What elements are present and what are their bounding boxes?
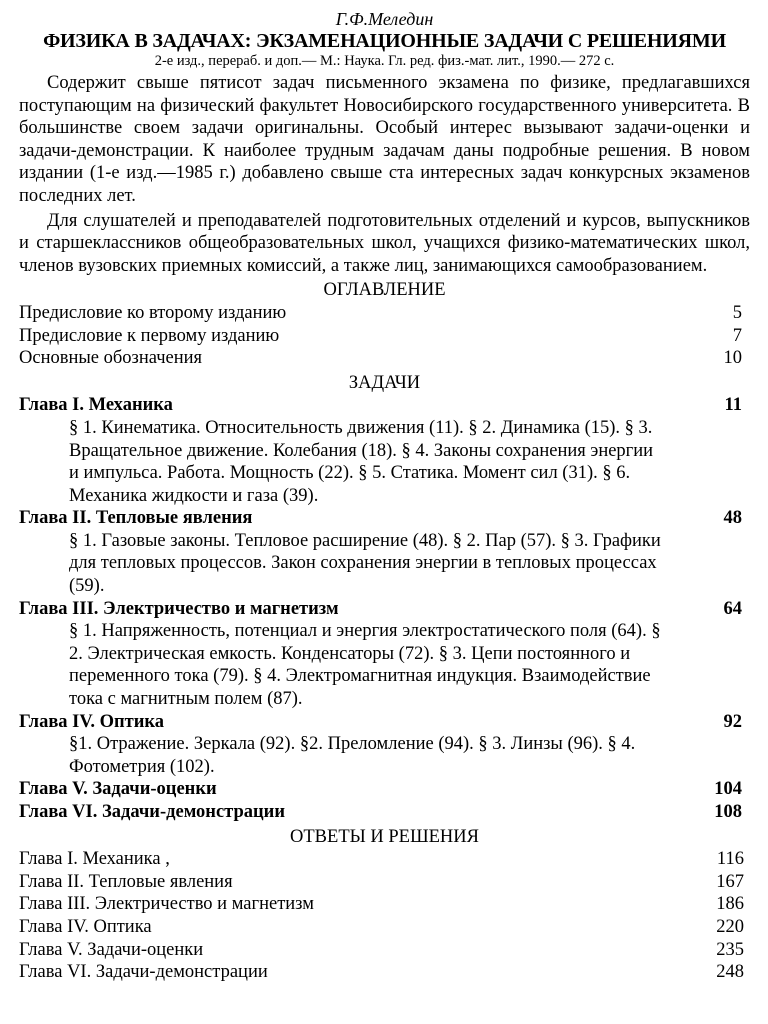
toc-answer-label: Глава I. Механика ,	[19, 849, 170, 870]
toc-chapter-label: Глава VI. Задачи-демонстрации	[19, 802, 286, 822]
edition-info: 2-е изд., перераб. и доп.— М.: Наука. Гл. ред. физ.-мат. лит., 1990.— 272 с.	[154, 53, 615, 69]
toc-chapter-page: 11	[724, 395, 742, 416]
toc-answer-page: 220	[716, 916, 744, 937]
abstract-paragraph-2: Для слушателей и преподавателей подготовительных отделений и курсов, выпускников и старшеклассников общеобразовательных школ, учащихся физико-математических школ, членов вузовских приемных комиссий, а также лиц, занимающихся самообразованием.	[19, 210, 750, 276]
toc-chapter-page: 48	[723, 508, 742, 529]
toc-chapter-label: Глава V. Задачи-оценки	[19, 779, 217, 800]
toc-entry-label: Предисловие ко второму изданию	[19, 302, 287, 323]
toc-front-row	[19, 347, 750, 370]
toc-answer-label: Глава V. Задачи-оценки	[19, 939, 204, 960]
toc-chapter-page: 104	[714, 779, 742, 800]
toc-answer-row	[19, 939, 750, 962]
toc-chapter-row	[19, 711, 750, 734]
toc-answer-row	[19, 871, 750, 894]
toc-answer-page: 248	[716, 962, 744, 983]
toc-answer-page: 186	[716, 894, 744, 915]
toc-answer-row	[19, 916, 750, 939]
toc-answer-label: Глава II. Тепловые явления	[19, 871, 233, 892]
book-title: ФИЗИКА В ЗАДАЧАХ: ЭКЗАМЕНАЦИОННЫЕ ЗАДАЧИ С РЕШЕНИЯМИ	[43, 30, 726, 52]
toc-chapter-sections: §1. Отражение. Зеркала (92). §2. Преломление (94). § 3. Линзы (96). § 4. Фотометрия (102).	[69, 734, 636, 777]
toc-chapter-sections: § 1. Газовые законы. Тепловое расширение (48). § 2. Пар (57). § 3. Графики для тепловых процессов. Закон сохранения энергии в тепловых процессах (59).	[69, 530, 661, 597]
toc-chapter-row	[19, 778, 750, 801]
toc-chapter-row	[19, 801, 750, 824]
toc-chapter-page: 64	[723, 598, 742, 619]
toc-answer-page: 116	[716, 849, 744, 870]
toc-chapter-label: Глава I. Механика	[19, 395, 173, 416]
toc-answer-page: 235	[716, 939, 744, 960]
toc-chapter-label: Глава II. Тепловые явления	[19, 508, 253, 529]
toc-chapter-page: 92	[723, 711, 742, 732]
toc-chapter-row	[19, 394, 750, 417]
toc-chapter-sections: § 1. Напряженность, потенциал и энергия электростатического поля (64). § 2. Электрическая емкость. Конденсаторы (72). § 3. Цепи постоянного и переменного тока (79). § 4. Электромагнитная индукция. Взаимодействие тока с магнитным полем (87).	[69, 621, 661, 710]
toc-answer-row	[19, 848, 750, 871]
toc-heading: ОГЛАВЛЕНИЕ	[323, 280, 446, 301]
author-name: Г.Ф.Меледин	[335, 9, 434, 29]
toc-answer-row	[19, 961, 750, 984]
toc-chapter-row	[19, 507, 750, 530]
toc-chapter-label: Глава IV. Оптика	[19, 711, 165, 732]
toc-chapter-label: Глава III. Электричество и магнетизм	[19, 598, 339, 619]
toc-entry-page: 7	[732, 325, 742, 346]
toc-front-row	[19, 325, 750, 348]
toc-answer-label: Глава VI. Задачи-демонстрации	[19, 962, 268, 983]
toc-chapter-sections: § 1. Кинематика. Относительность движения (11). § 2. Динамика (15). § 3. Вращательное движение. Колебания (18). § 4. Законы сохранения энергии и импульса. Работа. Мощность (22). § 5. Статика. Момент сил (31). § 6. Механика жидкости и газа (39).	[69, 417, 654, 506]
toc-answer-label: Глава IV. Оптика	[19, 916, 152, 937]
toc-entry-page: 10	[723, 348, 742, 369]
toc-entry-label: Предисловие к первому изданию	[19, 325, 280, 346]
toc-answer-row	[19, 893, 750, 916]
toc-entry-page: 5	[732, 302, 742, 323]
toc-answer-page: 167	[716, 871, 744, 892]
answers-heading: ОТВЕТЫ И РЕШЕНИЯ	[290, 826, 479, 847]
toc-answer-label: Глава III. Электричество и магнетизм	[19, 894, 314, 915]
abstract-paragraph-1: Содержит свыше пятисот задач письменного экзамена по физике, предлагавшихся поступающим на физический факультет Новосибирского государственного университета. В большинстве своем задачи оригинальны. Особый интерес вызывают задачи-оценки и задачи-демонстрации. К наиболее трудным задачам даны подробные решения. В новом издании (1-е изд.—1985 г.) добавлено свыше ста интересных задач конкурсных экзаменов последних лет.	[19, 73, 750, 206]
toc-chapter-row	[19, 598, 750, 621]
toc-chapter-page: 108	[714, 802, 742, 822]
toc-front-row	[19, 302, 750, 325]
toc-entry-label: Основные обозначения	[19, 348, 203, 369]
tasks-heading: ЗАДАЧИ	[348, 372, 421, 393]
